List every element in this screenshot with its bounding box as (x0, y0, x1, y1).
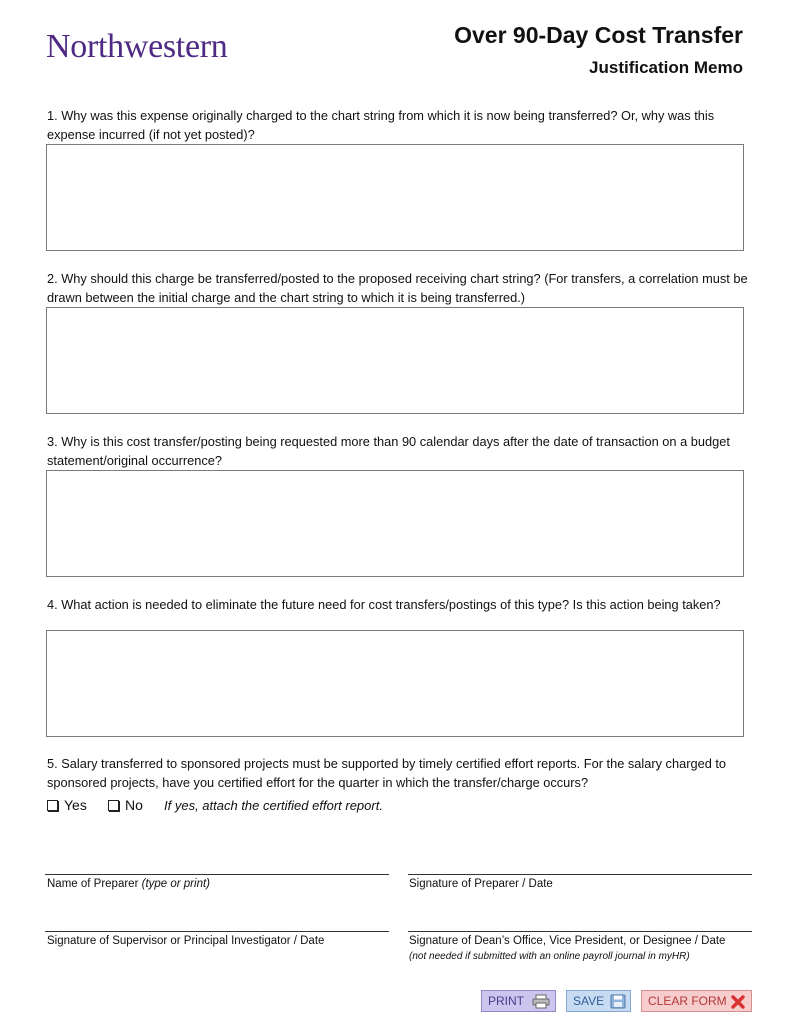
no-option[interactable] (108, 797, 143, 813)
question-5-text: 5. Salary transferred to sponsored projects must be supported by timely certified effort reports. For the salary charged to sponsored projects, have you certified effort for the quarter in which the transfer/charge occurs? (47, 756, 727, 790)
dean-signature-label: Signature of Dean’s Office, Vice President, or Designee / Date (409, 935, 726, 947)
page-title: Over 90-Day Cost Transfer (454, 22, 743, 48)
save-button[interactable] (566, 990, 631, 1012)
supervisor-signature-line[interactable] (45, 931, 389, 932)
question-1-answer-box[interactable] (46, 144, 744, 251)
question-1-text: 1. Why was this expense originally charged to the chart string from which it is now being transferred? Or, why was this expense incurred (if not yet posted)? (47, 108, 715, 142)
floppy-disk-icon (610, 994, 626, 1009)
clear-form-button[interactable] (641, 990, 752, 1012)
preparer-signature-label: Signature of Preparer / Date (409, 878, 553, 890)
question-3-answer-box[interactable] (46, 470, 744, 577)
preparer-name-label (47, 878, 210, 890)
dean-signature-line[interactable] (408, 931, 752, 932)
supervisor-signature-label: Signature of Supervisor or Principal Investigator / Date (47, 935, 325, 947)
page-subtitle: Justification Memo (589, 58, 743, 77)
question-3-text: 3. Why is this cost transfer/posting being requested more than 90 calendar days after the date of transaction on a budget statement/original occurrence? (47, 434, 730, 468)
clear-form-label: CLEAR FORM (648, 994, 727, 1008)
northwestern-logo: Northwestern (46, 28, 228, 65)
print-label: PRINT (488, 994, 524, 1008)
save-label: SAVE (573, 994, 605, 1008)
print-button[interactable] (481, 990, 556, 1012)
preparer-name-text: Name of Preparer (47, 878, 139, 890)
printer-icon (532, 994, 550, 1009)
question-4-text: 4. What action is needed to eliminate the future need for cost transfers/postings of this type? Is this action being taken? (47, 597, 721, 612)
effort-report-note: If yes, attach the certified effort report. (164, 798, 383, 813)
yes-checkbox[interactable] (47, 800, 58, 811)
yes-label: Yes (64, 797, 87, 813)
no-label: No (125, 797, 143, 813)
question-4-answer-box[interactable] (46, 630, 744, 737)
question-2-answer-box[interactable] (46, 307, 744, 414)
preparer-name-hint: (type or print) (141, 878, 210, 890)
red-x-icon (730, 994, 746, 1010)
yes-option[interactable] (47, 797, 87, 813)
preparer-name-line[interactable] (45, 874, 389, 875)
no-checkbox[interactable] (108, 800, 119, 811)
question-2-text: 2. Why should this charge be transferred/posted to the proposed receiving chart string? (For transfers, a correlation must be drawn between the initial charge and the chart string to which it is being transferred.) (47, 271, 748, 305)
preparer-signature-line[interactable] (408, 874, 752, 875)
dean-signature-note: (not needed if submitted with an online payroll journal in myHR) (409, 951, 690, 962)
